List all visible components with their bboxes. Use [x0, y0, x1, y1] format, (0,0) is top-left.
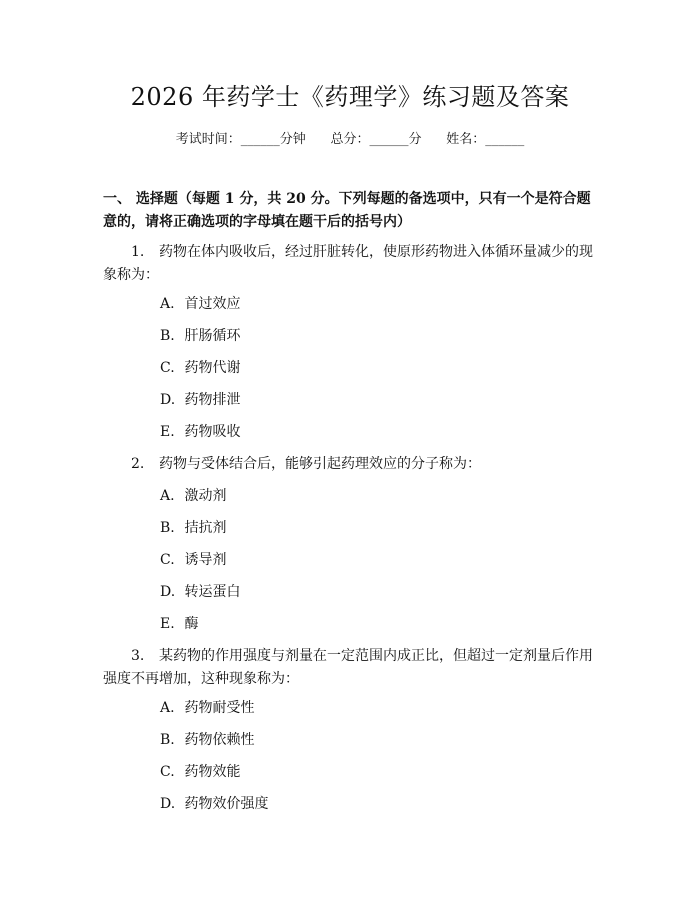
option-text: 药物效价强度 — [184, 796, 269, 812]
question-3-option-b — [160, 730, 580, 750]
option-letter: B. — [160, 520, 175, 536]
question-2-option-e — [160, 614, 580, 634]
question-1-option-b — [160, 326, 580, 346]
option-letter: A. — [160, 700, 175, 716]
question-2-option-c — [160, 550, 580, 570]
option-letter: E. — [160, 424, 175, 440]
option-letter: C. — [160, 360, 175, 376]
option-text: 首过效应 — [184, 296, 241, 312]
question-2-option-a — [160, 486, 580, 506]
question-text: 某药物的作用强度与剂量在一定范围内成正比，但超过一定剂量后作用强度不再增加，这种现象称为： — [103, 648, 593, 687]
option-letter: D. — [160, 392, 176, 408]
question-1-option-d — [160, 390, 580, 410]
exam-info-line: 考试时间：______分钟 总分：______分 姓名：______ — [175, 132, 525, 147]
option-letter: B. — [160, 732, 175, 748]
page-title: 2026 年药学士《药理学》练习题及答案 — [130, 83, 570, 111]
option-text: 拮抗剂 — [184, 520, 227, 536]
question-1-option-a — [160, 294, 580, 314]
option-letter: C. — [160, 552, 175, 568]
question-3-option-a — [160, 698, 580, 718]
option-text: 药物效能 — [184, 764, 241, 780]
option-text: 药物排泄 — [184, 392, 241, 408]
question-1-option-e — [160, 422, 580, 442]
section-heading: 一、 选择题（每题 1 分，共 20 分。下列每题的备选项中，只有一个是符合题意的，请将正确选项的字母填在题干后的括号内） — [103, 191, 591, 230]
question-text: 药物与受体结合后，能够引起药理效应的分子称为： — [159, 456, 481, 472]
option-text: 药物依赖性 — [184, 732, 255, 748]
question-3-option-c — [160, 762, 580, 782]
question-2 — [103, 453, 603, 476]
question-2-option-d — [160, 582, 580, 602]
option-letter: B. — [160, 328, 175, 344]
option-letter: D. — [160, 584, 176, 600]
option-text: 药物吸收 — [184, 424, 241, 440]
option-text: 诱导剂 — [184, 552, 227, 568]
option-letter: C. — [160, 764, 175, 780]
question-3-option-d — [160, 794, 580, 814]
option-text: 酶 — [184, 616, 199, 632]
question-text: 药物在体内吸收后，经过肝脏转化，使原形药物进入体循环量减少的现象称为： — [103, 244, 593, 283]
question-3 — [103, 645, 603, 691]
option-text: 药物代谢 — [184, 360, 241, 376]
option-text: 肝肠循环 — [184, 328, 241, 344]
question-2-option-b — [160, 518, 580, 538]
question-number: 1. — [131, 244, 145, 260]
question-1 — [103, 241, 603, 287]
question-number: 2. — [131, 456, 145, 472]
option-letter: D. — [160, 796, 176, 812]
option-text: 转运蛋白 — [184, 584, 241, 600]
question-number: 3. — [131, 648, 145, 664]
option-letter: A. — [160, 296, 175, 312]
option-text: 药物耐受性 — [184, 700, 255, 716]
option-text: 激动剂 — [184, 488, 227, 504]
question-1-option-c — [160, 358, 580, 378]
option-letter: A. — [160, 488, 175, 504]
option-letter: E. — [160, 616, 175, 632]
